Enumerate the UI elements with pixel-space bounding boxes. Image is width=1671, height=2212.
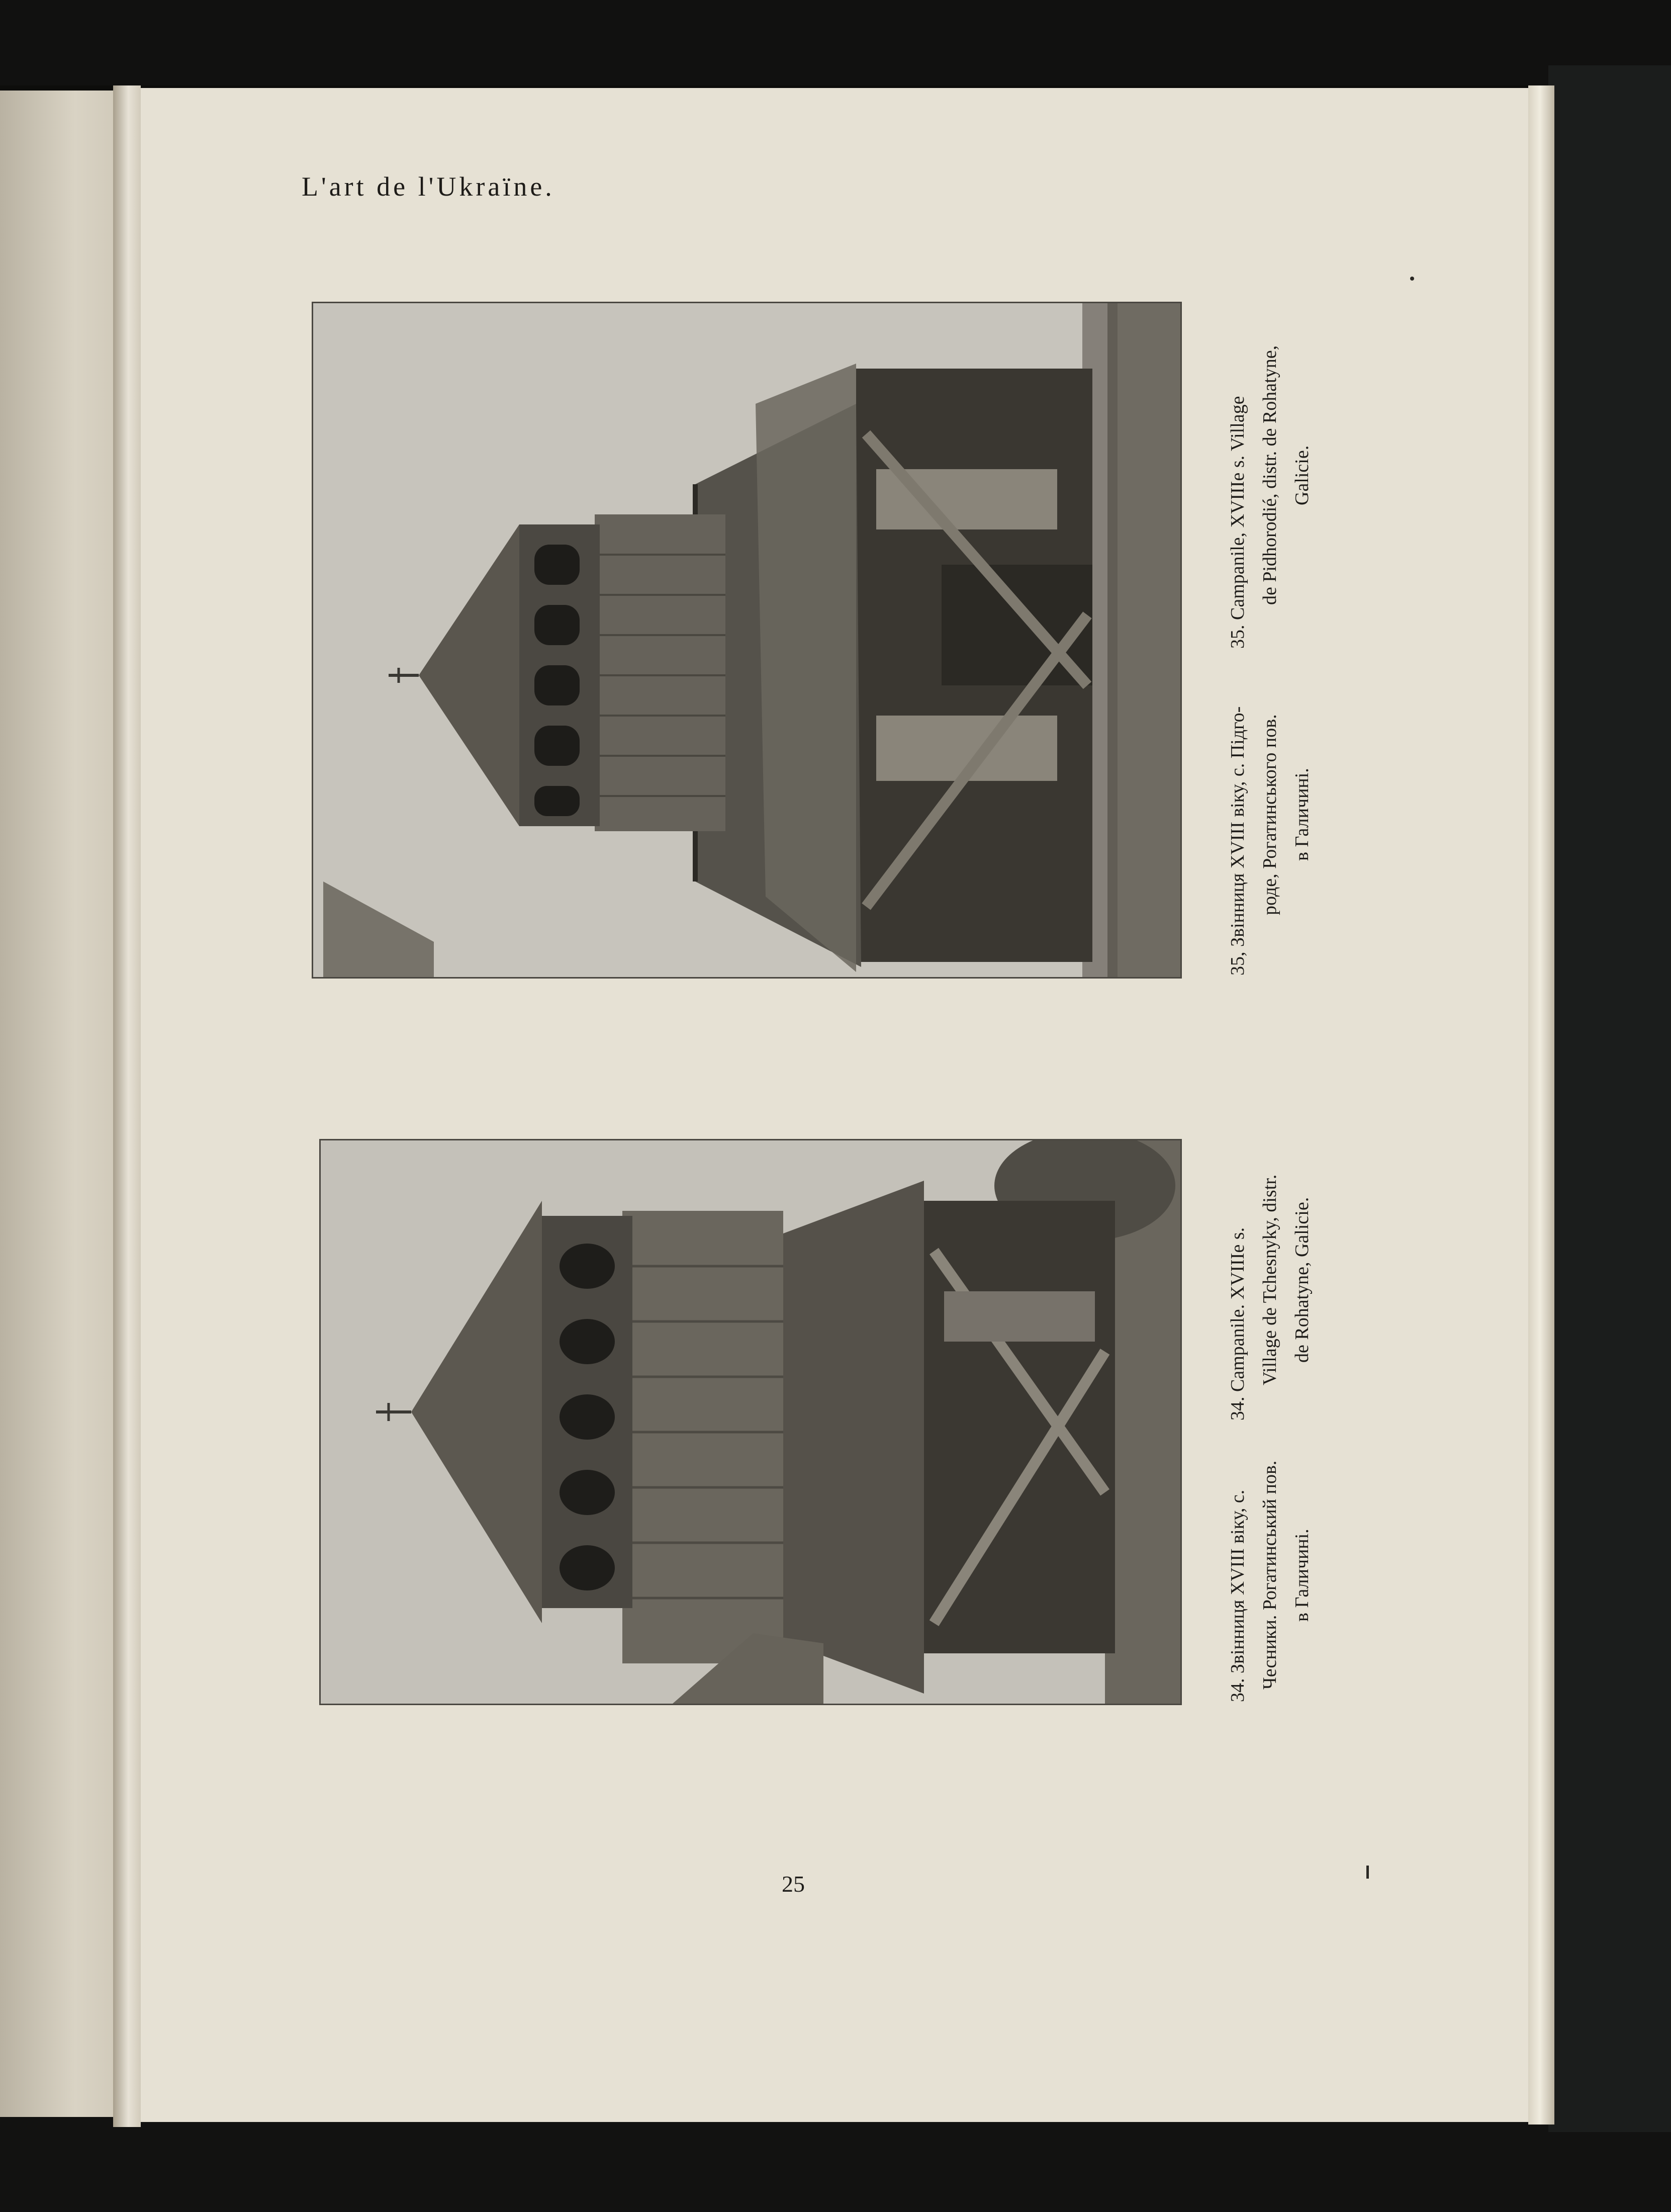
caption-line: Galicie.: [1291, 445, 1313, 505]
page-stack-edge: [1528, 85, 1554, 2125]
caption-line: роде, Рогатинського пов.: [1259, 714, 1280, 915]
caption-line: de Rohatyne, Galicie.: [1291, 1197, 1313, 1363]
plate-35-caption-french: [1222, 302, 1318, 649]
caption-line: в Галичині.: [1291, 1529, 1313, 1622]
facing-page-edge: [0, 91, 126, 2117]
plate-35-caption-ukrainian: [1222, 654, 1318, 976]
book-cover-edge: [1548, 65, 1671, 2132]
plate-34-caption-french: [1222, 1139, 1318, 1421]
scan-background-bottom: [0, 2117, 1671, 2212]
plate-34-caption-ukrainian: [1222, 1448, 1318, 1702]
caption-line: Чесники. Рогатинський пов.: [1259, 1460, 1280, 1690]
caption-line: Village de Tchesnyky, distr.: [1259, 1174, 1280, 1385]
scan-background-top: [0, 0, 1671, 85]
plate-35-photo: [312, 302, 1182, 979]
caption-line: 34. Campanile. XVIIIe s.: [1227, 1227, 1248, 1421]
plate-34-photo: [319, 1139, 1182, 1705]
caption-line: de Pidhorodié, distr. de Rohatyne,: [1259, 345, 1280, 605]
caption-line: 34. Звінниця XVIII віку, с.: [1227, 1489, 1248, 1702]
book-gutter: [113, 85, 141, 2127]
page-number: 25: [782, 1871, 805, 1897]
running-head: L'art de l'Ukraïne.: [302, 171, 555, 202]
caption-line: в Галичині.: [1291, 768, 1313, 861]
page-mark: [1410, 277, 1414, 281]
caption-line: 35. Campanile, XVIIIe s. Village: [1227, 396, 1248, 649]
caption-line: 35, Звінниця XVIII віку, с. Підго-: [1227, 706, 1248, 976]
page-mark: [1366, 1866, 1369, 1879]
bell-tower-photo-image: [321, 1140, 1180, 1704]
bell-tower-photo-image: [313, 303, 1180, 977]
